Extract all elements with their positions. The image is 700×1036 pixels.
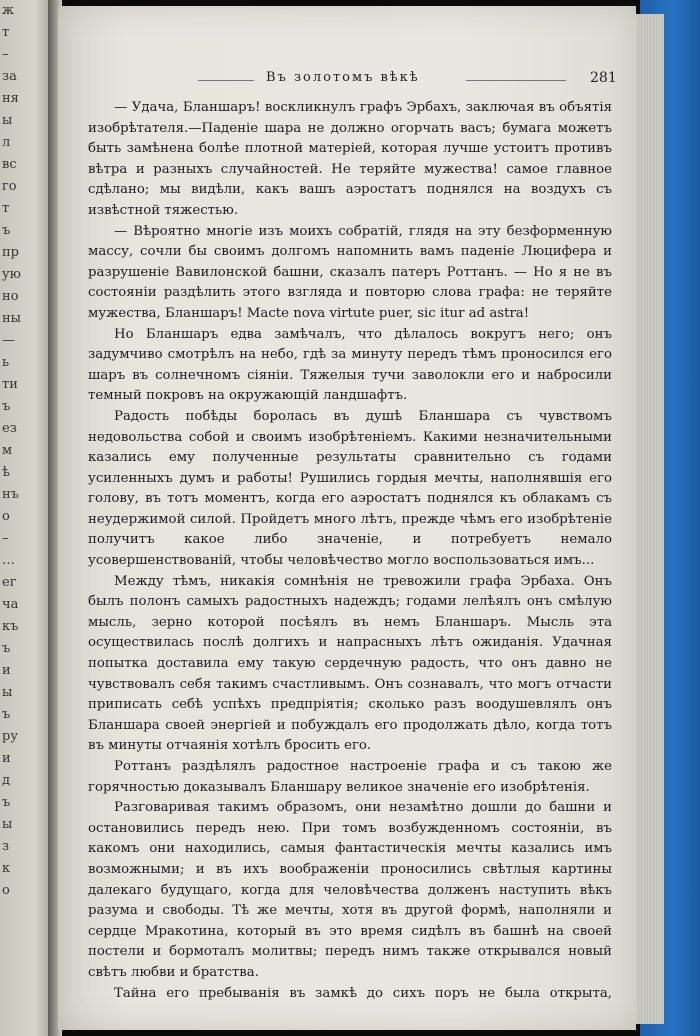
left-page-fragment: л [2,135,11,150]
left-page-fragment: з [2,839,10,854]
page-number: 281 [590,70,617,86]
left-page-fragment: къ [2,619,19,634]
left-page-fragment: — [2,333,15,348]
left-page-fragment: вс [2,157,17,172]
left-page-fragment: – [2,47,9,62]
left-page-fragment: ъ [2,707,11,722]
left-page-fragment: ж [2,3,14,18]
left-page-fragment: – [2,531,9,546]
left-page-fragment: ы [2,113,13,128]
left-page-fragment: ез [2,421,17,436]
left-page-margin [0,0,50,1036]
left-page-fragment: го [2,179,17,194]
running-head [198,70,618,90]
paragraph: Тайна его пребыванія въ замкѣ до сихъ поръ не была открыта, [114,985,612,1001]
left-page-fragment: ъ [2,795,11,810]
left-page-fragment: т [2,25,10,40]
left-page-fragment: ча [2,597,19,612]
left-page-fragment: и [2,751,11,766]
left-page-fragment: ь [2,355,10,370]
left-page-fragment: ег [2,575,17,590]
left-page-fragment: ы [2,685,13,700]
left-page-fragment: т [2,201,10,216]
book-page [58,6,636,1030]
left-page-fragment: ны [2,311,22,326]
left-page-fragment: пр [2,245,19,260]
paragraph: — Вѣроятно многіе изъ моихъ собратій, глядя на эту безформенную массу, сочли бы своимъ долгомъ напомнить вамъ паденіе Люцифера и разрушеніе Вавилонской башни, сказалъ патеръ Роттанъ. — Но я не въ состояніи раздѣлить этого взгляда и повторю слова графа: не теряйте мужества, Бланшаръ! Macte nova virtute puer, sic itur ad astra! [88,223,612,321]
left-page-fragment: к [2,861,11,876]
paragraph: Между тѣмъ, никакія сомнѣнія не тревожили графа Эрбаха. Онъ былъ полонъ самыхъ радостныхъ надеждъ; годами лелѣялъ онъ смѣлую мысль, зерно которой посѣялъ въ немъ Бланшаръ. Мысль эта осуществилась послѣ долгихъ и напрасныхъ лѣтъ ожиданія. Удачная попытка доставила ему такую сердечную радость, что онъ давно не чувствовалъ себя такимъ счастливымъ. Онъ сознавалъ, что могъ отчасти приписать себѣ успѣхъ предпріятія; сколько разъ воодушевлялъ онъ Бланшара своей энергіей и побуждалъ его продолжать дѣло, когда тотъ въ минуты отчаянія хотѣлъ бросить его. [88,573,612,754]
left-page-fragment: о [2,883,10,898]
paragraph: Но Бланшаръ едва замѣчалъ, что дѣлалось вокругъ него; онъ задумчиво смотрѣлъ на небо, гдѣ за минуту передъ тѣмъ проносился его шаръ въ солнечномъ сіяніи. Тяжелыя тучи заволокли его и набросили темный покровъ на окружающій ландшафтъ. [88,326,612,404]
paragraph: Разговаривая такимъ образомъ, они незамѣтно дошли до башни и остановились передъ нею. При томъ возбужденномъ состояніи, въ какомъ они находились, самыя фантастическія мечты казались имъ возможными; и въ ихъ воображеніи проносились свѣтлыя картины далекаго будущаго, когда для человѣчества долженъ наступить вѣкъ разума и свободы. Тѣ же мечты, хотя въ другой формѣ, наполняли и сердце Мракотина, который въ это время сидѣлъ въ башнѣ на своей постели и бормоталъ молитвы; передъ нимъ также открывался новый свѣтъ любви и братства. [88,800,612,980]
paragraph: — Удача, Бланшаръ! воскликнулъ графъ Эрбахъ, заключая въ объятія изобрѣтателя.—Паденіе шара не должно огорчать васъ; бумага можетъ быть замѣнена болѣе плотной матеріей, которая лучше устоитъ противъ вѣтра и разныхъ случайностей. Не теряйте мужества! самое главное сдѣлано; мы видѣли, какъ вашъ аэростатъ поднялся на воздухъ съ извѣстной тяжестью. [88,100,612,218]
left-page-fragment: ъ [2,641,11,656]
paragraph: Роттанъ раздѣлялъ радостное настроеніе графа и съ такою же горячностью доказывалъ Бланшару великое значеніе его изобрѣтенія. [88,759,612,795]
running-title: Въ золотомъ вѣкѣ [266,70,420,85]
left-page-fragment: ъ [2,399,11,414]
body-text [88,98,612,1004]
left-page-fragment: ую [2,267,21,282]
left-page-fragment: о [2,509,10,524]
paragraph: Радость побѣды боролась въ душѣ Бланшара съ чувствомъ недовольства собой и своимъ изобрѣтеніемъ. Какими незначительными казались ему полученные результаты сравнительно съ годами усиленныхъ думъ и работы! Рушились гордыя мечты, наполнявшія его голову, въ тотъ моментъ, когда его аэростатъ поднялся къ облакамъ съ неудержимой силой. Пройдетъ много лѣтъ, прежде чѣмъ его изобрѣтеніе получитъ какое либо значеніе, и потребуетъ немало усовершенствованій, чтобы человѣчество могло воспользоваться имъ... [88,408,612,569]
left-page-fragment: ру [2,729,18,744]
left-page-fragment: ы [2,817,13,832]
left-page-fragment: ѣ [2,465,10,480]
header-rule-right [466,80,566,81]
left-page-fragment: ти [2,377,18,392]
left-page-fragment: но [2,289,19,304]
left-page-fragment: ъ [2,223,11,238]
left-page-fragment: ня [2,91,19,106]
left-page-fragment: д [2,773,11,788]
left-page-fragment: за [2,69,17,84]
left-page-fragment: нъ [2,487,19,502]
left-page-fragment: и [2,663,11,678]
left-page-fragment: м [2,443,13,458]
header-rule-left [198,80,254,81]
left-page-fragment: … [2,553,15,568]
